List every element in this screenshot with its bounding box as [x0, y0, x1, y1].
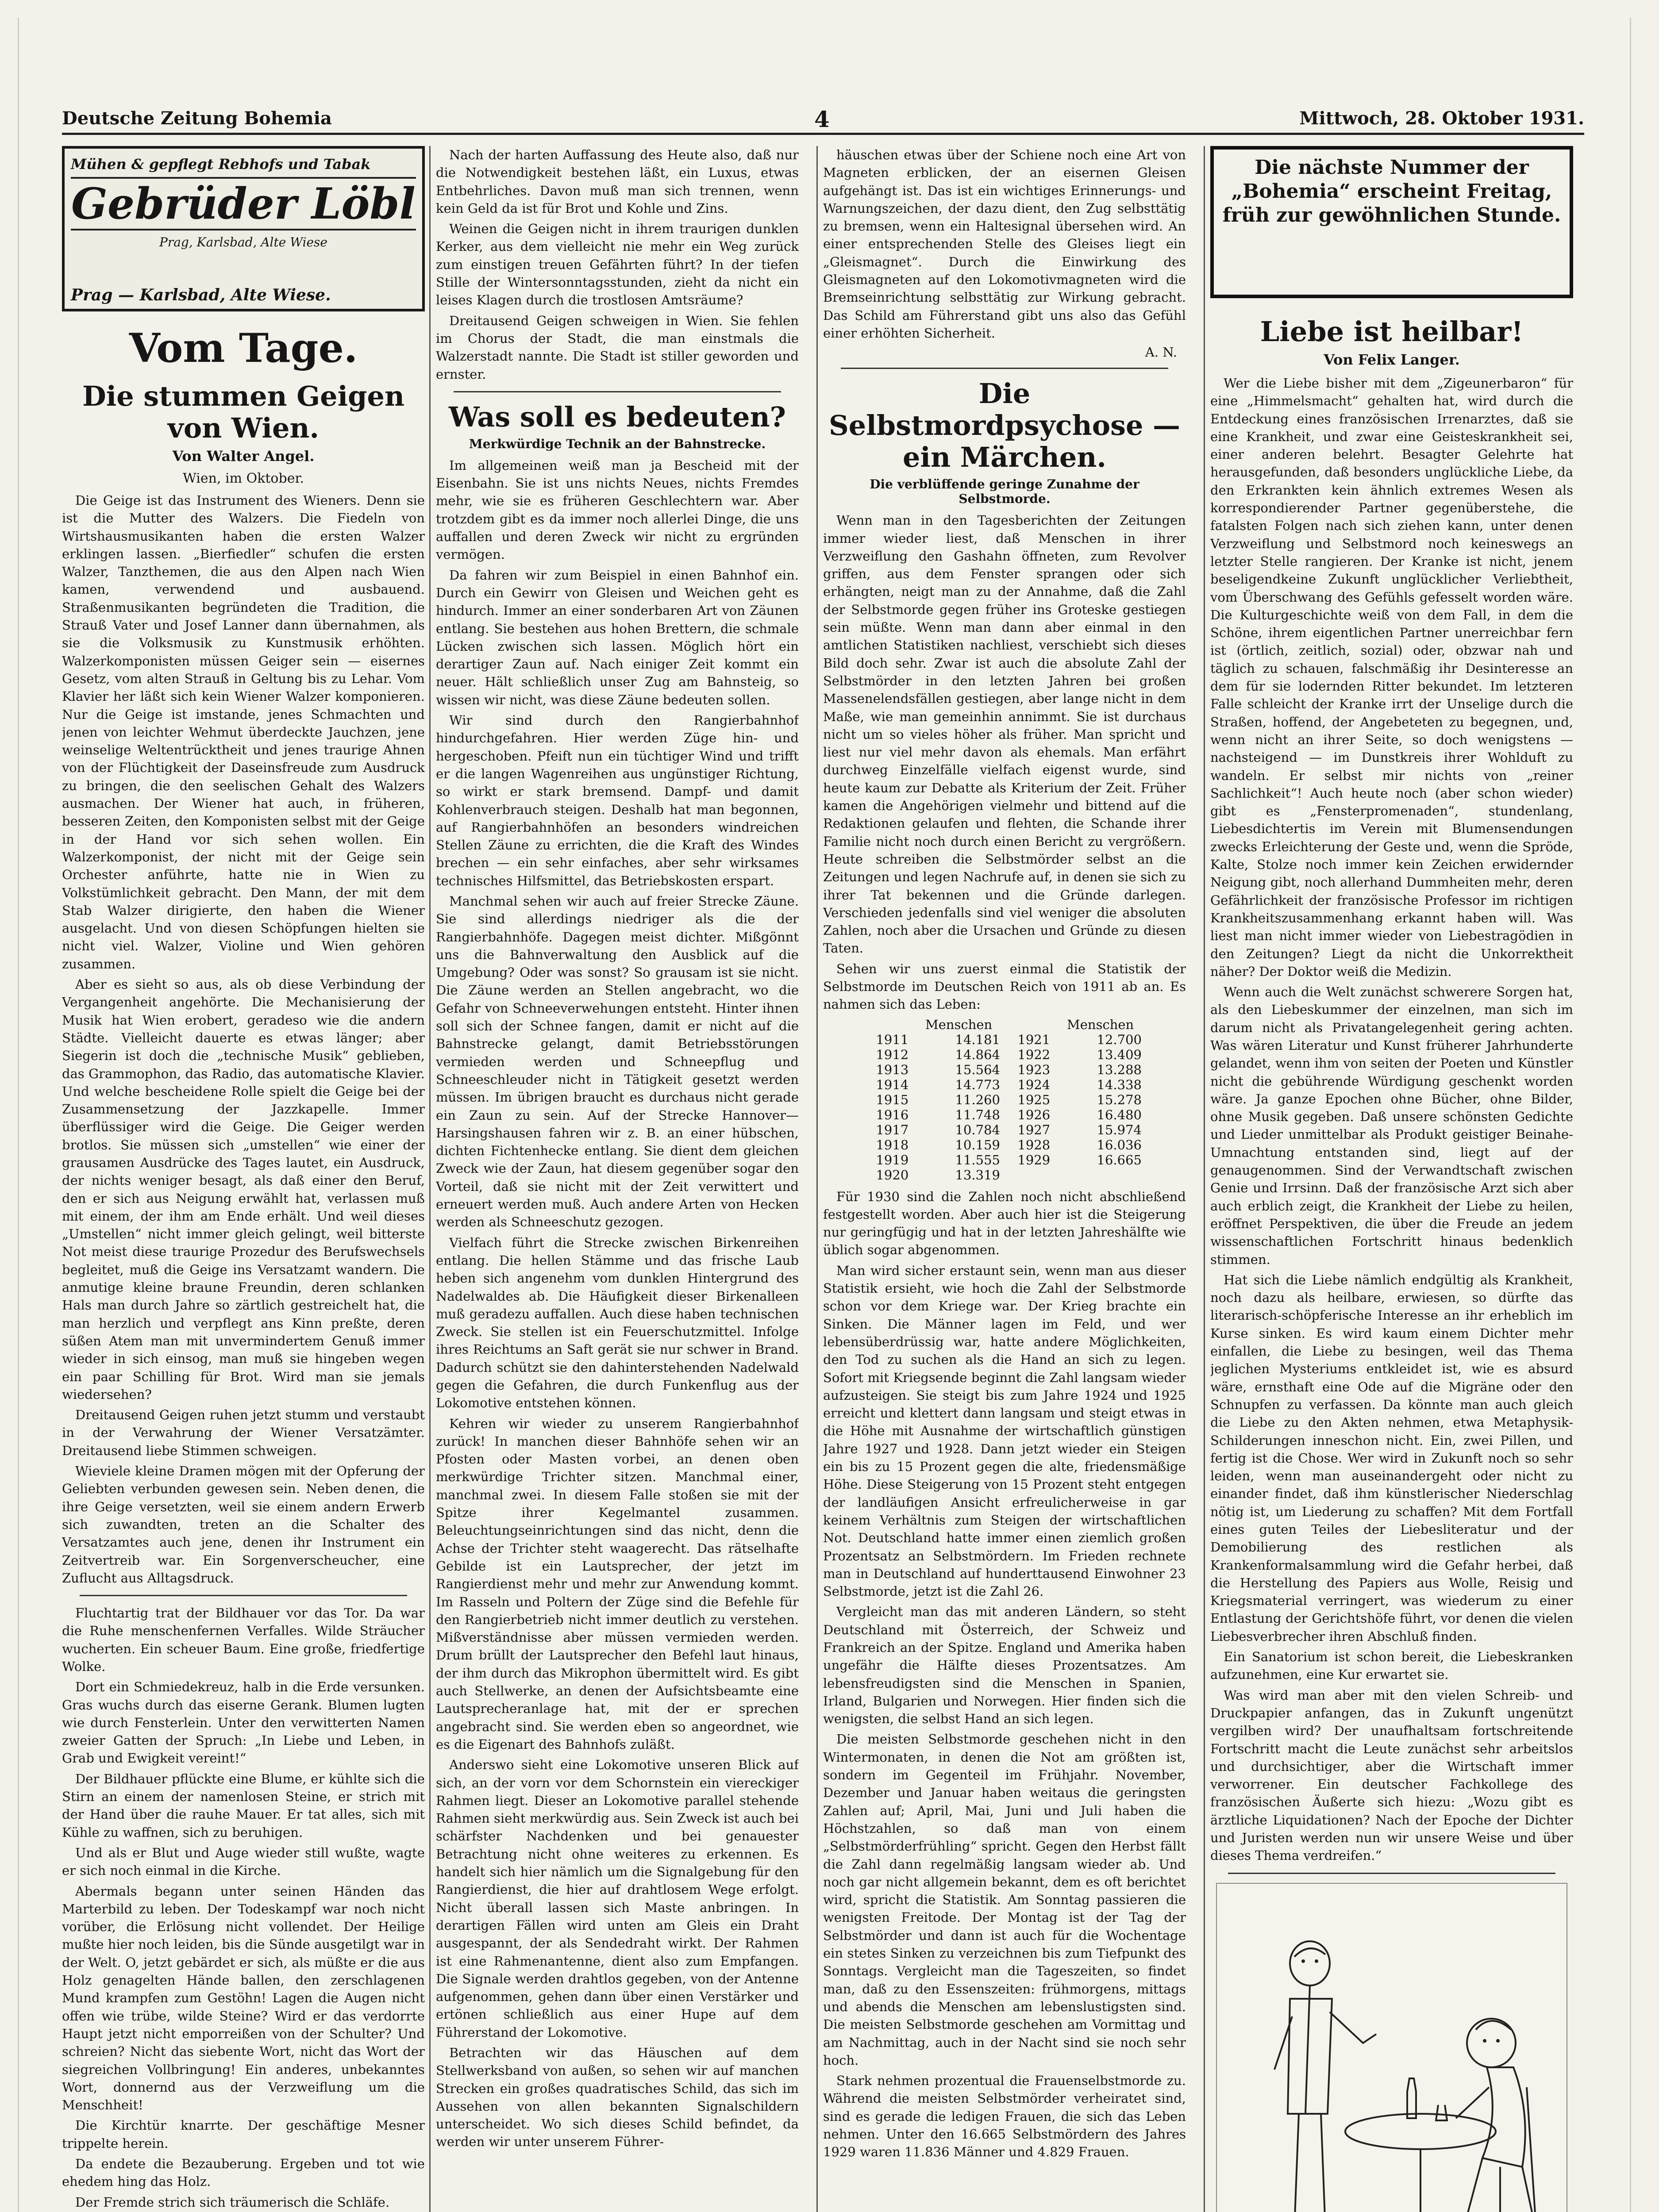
table-cell: 1913 — [876, 1062, 909, 1077]
paragraph: Die meisten Selbstmorde geschehen nicht in den Wintermonaten, in denen die Not am größten ist, sondern im Gegenteil im Frühjahr. November, Dezember und Januar haben weitaus die geringsten Zahlen auf; April, Mai, Juni und Juli haben die Höchstzahlen, so daß man von einem „Selbstmörderfrühling“ spricht. Gegen den Herbst fällt die Zahl dann regelmäßig langsam wieder ab. Und noch gar nicht allgemein bekannt, dem es oft berichtet wird, spricht die Statistik. Am Sonntag passieren die wenigsten Freitode. Der Montag ist der Tag der Selbstmörder und dann ist auch für die Wochentage ein stetes Sinken zu verzeichnen bis zum Tiefpunkt des Sonntags. Vergleicht man die Tageszeiten, so findet man, daß zu den Essenszeiten: frühmorgens, mittags und abends die Menschen am lebenslustigsten sind. Die meisten Selbstmorde geschehen am Vormittag und am Nachmittag, auch in der Nacht sind sie noch sehr hoch. — [823, 1732, 1186, 2068]
paragraph: Wenn auch die Welt zunächst schwerere Sorgen hat, als den Liebeskummer der einzelnen, man sich im darum nicht als Privatangelegenheit gering achten. Was wären Literatur und Kunst früherer Jahrhunderte gelandet, wenn ihm von seiten der Poeten und Künstler nicht die gebührende Würdigung geschenkt worden wäre. Ja ganze Epochen ohne Bücher, ohne Bilder, ohne Musik gegeben. Daß unsere schönsten Gedichte und Lieder unmittelbar als Produkt geistiger Beinahe-Umnachtung entstanden sind, liegt auf der genaugenommen. Sind der Verwandtschaft zwischen Genie und Irrsinn. Daß der französische Arzt sich aber auch erblich zeigt, die Krankheit der Liebe zu heilen, eröffnet Perspektiven, die über die Freude an jedem wissenschaftlichen Fortschritt hinaus bedenklich stimmen. — [1210, 984, 1573, 1267]
table-cell: 15.974 — [1097, 1122, 1142, 1137]
paragraph: Dreitausend Geigen schweigen in Wien. Sie fehlen im Chorus der Stadt, die man einstmals die Walzerstadt nannte. Die Stadt ist stiller geworden und ernster. — [436, 313, 799, 382]
paragraph: Wieviele kleine Dramen mögen mit der Opferung der Geliebten verbunden gewesen sein. Neben denen, die ihre Geige versetzten, weil sie einem andern Erwerb sich zuwandten, treten an die Schalter des Versatzamtes auch jene, denen ihr Instrument ein Zeitvertreib war. Ein Sorgenverscheucher, eine Zuflucht aus Alltagsdruck. — [62, 1463, 425, 1586]
issue-date: Mittwoch, 28. Oktober 1931. — [1299, 108, 1584, 129]
column-rule — [429, 146, 431, 2212]
table-cell: 1926 — [1017, 1107, 1051, 1122]
paragraph: Betrachten wir das Häuschen auf dem Stellwerksband von außen, so sehen wir auf manchen Strecken ein großes quadratisches Schild, das sich im Aussehen von allen bekannten Signalschildern unterscheidet. Wo sich dieses Schild befindet, da werden wir unter unserem Führer- — [436, 2045, 799, 2150]
table-row — [863, 1062, 1146, 1077]
table-cell: 1923 — [1017, 1062, 1051, 1077]
table-cell: 10.159 — [955, 1137, 1000, 1152]
section-title: Vom Tage. — [129, 325, 358, 372]
table-cell — [1055, 1167, 1146, 1183]
ad-subline: Prag, Karlsbad, Alte Wiese — [159, 235, 327, 250]
ad-slogan: Mühen & gepflegt Rebhofs und Tabak — [71, 156, 371, 173]
paragraph: häuschen etwas über der Schiene noch eine Art von Magneten erblicken, der an eisernen Gleisen aufgehängt ist. Das ist ein wichtiges Erinnerungs- und Warnungszeichen, der dazu dient, den Zug selbsttätig zu bremsen, wenn ein Haltesignal übersehen wird. An einer entsprechenden Stelle des Gleises liegt ein „Gleismagnet“. Durch die Einwirkung des Gleismagneten auf den Lokomotivmagneten wird die Bremseinrichtung selbsttätig zur Wirkung gebracht. Das Schild am Führerstand gibt uns also das Gefühl einer erhöhten Sicherheit. — [823, 147, 1186, 341]
table-cell: 15.564 — [955, 1062, 1000, 1077]
paragraph: Dreitausend Geigen ruhen jetzt stumm und verstaubt in der Verwahrung der Wiener Versatzämter. Dreitausend liebe Stimmen schweigen. — [62, 1407, 425, 1458]
paragraph: Vielfach führt die Strecke zwischen Birkenreihen entlang. Die hellen Stämme und das frische Laub heben sich angenehm vom dunklen Hintergrund des Nadelwaldes ab. Die Häufigkeit dieser Birkenalleen muß geradezu auffallen. Auch diese haben technischen Zweck. Sie stellen ist ein Feuerschutzmittel. Infolge ihres Reichtums an Saft gerät sie nur schwer in Brand. Dadurch schützt sie den dahinterstehenden Nadelwald gegen die Gefahren, die durch Funkenflug aus der Lokomotive entstehen können. — [436, 1235, 799, 1411]
advertisement — [62, 146, 425, 311]
paragraph: Kehren wir wieder zu unserem Rangierbahnhof zurück! In manchen dieser Bahnhöfe sehen wir an Pfosten oder Masten vorbei, an denen oben merkwürdige Trichter sitzen. Manchmal einer, manchmal zwei. In diesem Falle stoßen sie mit der Spitze ihrer Kegelmantel zusammen. Beleuchtungseinrichtungen sind das nicht, denn die Achse der Trichter steht waagerecht. Das rätselhafte Gebilde ist ein Lautsprecher, der jetzt im Rangierdienst mehr und mehr zur Anwendung kommt. Im Rasseln und Poltern der Züge sind die Befehle für den Rangierbetrieb nicht immer deutlich zu verstehen. Mißverständnisse aber müssen vermieden werden. Drum brüllt der Lautsprecher den Befehl laut hinaus, der ihm durch das Mikrophon übermittelt wird. Es gibt auch Stellwerke, an denen der Aufsichtsbeamte eine Lautsprecheranlage hat, mit der er sprechen angebracht sind. Sie werden eben so angeordnet, wie es die Eigenart des Bahnhofs zuläßt. — [436, 1416, 799, 1752]
article-headline: Die Selbstmordpsychose — ein Märchen. — [828, 377, 1181, 474]
table-cell: 1916 — [876, 1107, 909, 1122]
column-1 — [62, 146, 425, 2212]
paragraph: Der Bildhauer pflückte eine Blume, er kühlte sich die Stirn an einem der namenlosen Steine, er strich mit der Hand über die rauhe Mauer. Er tat alles, sich mit Kühle zu waffnen, sich zu beruhigen. — [62, 1771, 425, 1840]
paragraph: Vergleicht man das mit anderen Ländern, so steht Deutschland mit Österreich, der Schweiz und Frankreich an der Spitze. England und Amerika haben ungefähr die Hälfte dieses Prozentsatzes. Am lebensfreudigsten sind die Menschen in Spanien, Irland, Bulgarien und Norwegen. Hier finden sich die wenigsten, die selbst Hand an sich legen. — [823, 1604, 1186, 1727]
article-headline: Die stummen Geigen von Wien. — [82, 380, 405, 444]
table-header-cell: Menschen — [925, 1017, 993, 1032]
paragraph: Im allgemeinen weiß man ja Bescheid mit der Eisenbahn. Sie ist uns nichts Neues, nichts Fremdes mehr, wie sie es früheren Geschlechtern war. Aber trotzdem gibt es da immer noch allerlei Dinge, die uns auffallen und deren Zweck wir nicht zu ergründen vermögen. — [436, 457, 799, 562]
ad-cities: Prag — Karlsbad, Alte Wiese. — [71, 286, 331, 304]
table-cell: 1927 — [1017, 1122, 1051, 1137]
table-row — [863, 1032, 1146, 1047]
table-row — [863, 1092, 1146, 1107]
table-cell: 16.480 — [1097, 1107, 1142, 1122]
table-header-cell — [863, 1017, 913, 1032]
paragraph: Stark nehmen prozentual die Frauenselbstmorde zu. Während die meisten Selbstmörder verheiratet sind, sind es gerade die ledigen Frauen, die sich das Leben nehmen. Unter den 16.665 Selbstmördern des Jahres 1929 waren 11.836 Männer und 4.829 Frauen. — [823, 2073, 1186, 2160]
cartoon-drawing — [1217, 1884, 1567, 2212]
paragraph: Dort ein Schmiedekreuz, halb in die Erde versunken. Gras wuchs durch das eiserne Gerank. Blumen lugten wie durch Fensterlein. Unter den verwitterten Namen zweier Gatten der Spruch: „In Liebe und Leben, in Grab und Ewigkeit vereint!“ — [62, 1679, 425, 1766]
table-cell: 1925 — [1017, 1092, 1051, 1107]
table-cell: 16.665 — [1097, 1152, 1142, 1167]
column-2 — [436, 146, 799, 2212]
table-cell: 13.319 — [955, 1167, 1000, 1183]
table-row — [863, 1167, 1146, 1183]
table-cell: 1912 — [876, 1047, 909, 1062]
paragraph: Was wird man aber mit den vielen Schreib- und Druckpapier anfangen, das in Zukunft ungenützt vergilben wird? Der unaufhaltsam fortschreitende Fortschritt macht die Leute zunächst sehr arbeitslos und durchsichtiger, aber die Wirtschaft immer verworrener. Ein deutscher Fachkollege des französischen Äußerte sich hiezu: „Wozu gibt es ärztliche Liquidationen? Nach der Epoche der Dichter und Juristen werden nun wir unsere Weise und über dieses Thema verdreifen.“ — [1210, 1687, 1573, 1863]
paragraph: Der Fremde strich sich träumerisch die Schläfe. — [75, 2194, 390, 2210]
article-divider — [454, 391, 781, 392]
table-cell: 1919 — [876, 1152, 909, 1167]
paragraph: Nach der harten Auffassung des Heute also, daß nur die Notwendigkeit bestehen läßt, ein Luxus, etwas Entbehrliches. Davon muß man sich trennen, wenn kein Geld da ist für Brot und Kohle und Zins. — [436, 147, 799, 216]
paragraph: Sehen wir uns zuerst einmal die Statistik der Selbstmorde im Deutschen Reich von 1911 ab an. Es nahmen sich das Leben: — [823, 961, 1186, 1012]
table-cell: 1917 — [876, 1122, 909, 1137]
table-cell: 1922 — [1017, 1047, 1051, 1062]
paragraph: Die Kirchtür knarrte. Der geschäftige Mesner trippelte herein. — [62, 2118, 425, 2151]
paragraph: Da endete die Bezauberung. Ergeben und tot wie ehedem hing das Holz. — [62, 2156, 425, 2189]
paragraph: Weinen die Geigen nicht in ihrem traurigen dunklen Kerker, aus dem vielleicht nie mehr ein Weg zurück zum einstigen treuen Gefährten führt? In der tiefen Stille der Wintersonntagsstunden, zieht da nicht ein leises Klagen durch die trostlosen Amtsräume? — [436, 221, 799, 308]
table-cell: 1915 — [876, 1092, 909, 1107]
ad-brand: Gebrüder Löbl — [71, 177, 416, 230]
table-cell: 14.773 — [955, 1077, 1000, 1092]
suicide-statistics-table — [863, 1017, 1146, 1183]
paragraph: Manchmal sehen wir auch auf freier Strecke Zäune. Sie sind allerdings niedriger als die der Rangierbahnhöfe. Dagegen meist dichter. Mißgönnt uns die Bahnverwaltung den Ausblick auf die Umgebung? Oder was sonst? So grausam ist sie nicht. Die Zäune werden an Stellen angebracht, wo die Gefahr von Schneeverwehungen entsteht. Hinter ihnen soll sich der Schnee fangen, damit er nicht auf die Bahnstrecke gelangt, damit Betriebsstörungen vermieden werden und Schneepflug und Schneeschleuder nicht in Tätigkeit gesetzt werden müssen. Im übrigen braucht es durchaus nicht gerade ein Zaun zu sein. Auf der Strecke Hannover—Harsingshausen fahren wir z. B. an einer hübschen, dichten Fichtenhecke entlang. Sie dient dem gleichen Zweck wie der Zaun, hat diesem gegenüber sogar den Vorteil, daß sie nicht mit der Zeit verwittert und erneuert werden muß. Auch andere Arten von Hecken werden als Schneeschutz gezogen. — [436, 893, 799, 1230]
table-cell: 16.036 — [1097, 1137, 1142, 1152]
table-cell: 1921 — [1017, 1032, 1051, 1047]
table-cell: 12.700 — [1097, 1032, 1142, 1047]
table-header-row — [863, 1017, 1146, 1032]
table-cell: 1920 — [876, 1167, 909, 1183]
paragraph: Die Geige ist das Instrument des Wieners. Denn sie ist die Mutter des Walzers. Die Fiedeln von Wirtshausmusikanten haben die ersten Walzer erklingen lassen. „Bierfiedler“ schufen die ersten Walzer, Tanzthemen, die aus den Alpen nach Wien kamen, verwendend und ausbauend. Straßenmusikanten begründeten die Tradition, die Strauß Vater und Josef Lanner dann übernahmen, als sie die Volksmusik zu Kunstmusik erhöhten. Walzerkomponisten müssen Geiger sein — eisernes Gesetz, vom alten Strauß in Geltung bis zu Lehar. Vom Klavier her läßt sich kein Wiener Walzer komponieren. Nur die Geige ist imstande, jenes Schmachten und jenen von leichter Wehmut überdeckte Jauchzen, jene weinselige Weltentrücktheit und jenes traurige Ahnen von der Flüchtigkeit der Daseinsfreude zum Ausdruck zu bringen, die den seelischen Gehalt des Walzers ausmachen. Der Wiener hat auch, in früheren, besseren Zeiten, den Komponisten selbst mit der Geige in der Hand vor sich sehen wollen. Ein Walzerkomponist, der nicht mit der Geige sein Orchester anführte, hatte nie in Wien zu Volkstümlichkeit gebracht. Den Mann, der mit dem Stab Walzer dirigierte, den haben die Wiener ausgelacht. Und von diesen Schöpfungen hielten sie nicht viel. Walzer, Violine und Wien gehören zusammen. — [62, 493, 425, 972]
paragraph: Wir sind durch den Rangierbahnhof hindurchgefahren. Hier werden Züge hin- und hergeschoben. Pfeift nun ein tüchtiger Wind und trifft er die langen Wagenreihen aus ungünstiger Richtung, so wirkt er stark bremsend. Dampf- und damit Kohlenverbrauch steigen. Deshalb hat man begonnen, auf Rangierbahnhöfen an besonders windreichen Stellen Zäune zu errichten, die die Kraft des Windes brechen — ein sehr einfaches, aber sehr wirksames technisches Hilfsmittel, das Betriebskosten erspart. — [436, 713, 799, 888]
table-cell: 11.260 — [955, 1092, 1000, 1107]
column-4 — [1210, 146, 1573, 2212]
table-header-cell: Menschen — [1067, 1017, 1134, 1032]
paragraph: Für 1930 sind die Zahlen noch nicht abschließend festgestellt worden. Aber auch hier ist die Steigerung nur geringfügig und hat in der letzten Jahreshälfte wie üblich sogar abgenommen. — [823, 1189, 1186, 1258]
paragraph: Fluchtartig trat der Bildhauer vor das Tor. Da war die Ruhe menschenfernen Verfalles. Wilde Sträucher wucherten. Ein scheuer Baum. Eine große, friedfertige Wolke. — [62, 1605, 425, 1674]
article-byline: Von Walter Angel. — [172, 448, 315, 465]
article-headline: Liebe ist heilbar! — [1260, 315, 1524, 348]
paragraph: Wenn man in den Tagesberichten der Zeitungen immer wieder liest, daß Menschen in ihrer Verzweiflung den Gashahn öffneten, zum Revolver griffen, aus dem Fenster sprangen oder sich erhängten, neigt man zu der Annahme, daß die Zahl der Selbstmorde gegen früher ins Groteske gestiegen sein müßte. Wenn man dann aber einmal in den amtlichen Statistiken nachliest, verschiebt sich dieses Bild doch sehr. Zwar ist auch die absolute Zahl der Selbstmörder in den letzten Jahren bei großen Massenelendsfällen gestiegen, aber lange nicht in dem Maße, wie man gemeinhin annimmt. Sie ist durchaus nicht um so vieles höher als früher. Man spricht und liest nur viel mehr davon als ehemals. Man erfährt durchweg Einzelfälle vielfach eigenst wurde, sind heute kaum zur Debatte als Kriterium der Zeit. Früher kamen die Angehörigen vielmehr und bittend auf die Redaktionen gelaufen und flehten, die Schande ihrer Familie nicht noch durch einen Bericht zu vergrößern. Heute schreiben die Selbstmörder selbst an die Zeitungen und legen Nachrufe auf, in denen sie sich zu ihrer Tat bekennen und die Gründe darlegen. Verschieden jedenfalls sind viel weniger die absoluten Zahlen, noch aber die Ursachen und Gründe zu diesen Taten. — [823, 513, 1186, 956]
article-headline: Was soll es bedeuten? — [449, 400, 786, 433]
table-cell: 13.409 — [1097, 1047, 1142, 1062]
table-cell: 14.181 — [955, 1032, 1000, 1047]
article-byline: Von Felix Langer. — [1324, 351, 1460, 368]
table-row — [863, 1077, 1146, 1092]
publication-notice: Die nächste Nummer der „Bohemia“ erscheint Freitag, früh zur gewöhnlichen Stunde. — [1210, 146, 1573, 298]
article-divider — [80, 1595, 407, 1596]
table-cell: 11.555 — [955, 1152, 1000, 1167]
page-number: 4 — [814, 106, 830, 132]
page-header — [62, 106, 1584, 135]
article-body — [62, 492, 425, 1587]
table-cell: 13.288 — [1097, 1062, 1142, 1077]
paragraph: Und als er Blut und Auge wieder still wußte, wagte er sich noch einmal in die Kirche. — [62, 1845, 425, 1878]
table-row — [863, 1047, 1146, 1062]
table-cell: 11.748 — [955, 1107, 1000, 1122]
table-cell: 1918 — [876, 1137, 909, 1152]
paragraph: Wer die Liebe bisher mit dem „Zigeunerbaron“ für eine „Himmelsmacht“ gehalten hat, wird durch die Entdeckung eines französischen Irrenarztes, daß sie eine Krankheit, und zwar eine Geisteskrankheit sei, einer anderen belehrt. Besagter Gelehrte hat herausgefunden, daß besonders unglückliche Liebe, da den Erkrankten kein ähnlich extremes Wesen als korrespondierender Partner gegenüberstehe, die fatalsten Folgen nach sich ziehen kann, unter denen Verzweiflung und Selbstmord noch keineswegs an letzter Stelle rangieren. Der Kranke ist nicht, jenem beseligendkeine Zukunft unglücklicher Verliebtheit, vom Überschwang des Gefühls gefesselt worden wäre. Die Kulturgeschichte weiß von dem Fall, in dem die Schöne, ihrem eigentlichen Partner unerreichbar fern ist (örtlich, zeitlich, sozial) oder, obzwar nah und täglich zu schauen, falschmäßig ihr Desinteresse an dem für sie lodernden Ritter bekundet. Im letzteren Falle schleicht der Kranke irrt der Unselige durch die Straßen, hoffend, der Angebeteten zu begegnen, und, wenn nicht an ihrer Seite, so doch wenigstens — nachsteigend — im Dunstkreis ihrer Wohlduft zu wandeln. Er selbst mir nichts von „reiner Sachlichkeit“! Auch heute noch (aber schon wieder) gibt es „Fensterpromenaden“, stundenlang, Liebesdichtertis im Verein mit Blumensendungen zwecks Erleichterung der Geste und, wenn die Spröde, Kalte, Stolze noch immer kein Zeichen erwidernder Neigung gibt, noch allerhand Dummheiten mehr, deren Gefährlichkeit der französische Professor im richtigen Krankheitszusammenhang erkannt haben will. Was liest man nicht immer wieder von Liebestragödien in den Zeitungen? Liegt da nicht die Unkorrektheit näher? Der Doktor weiß die Medizin. — [1210, 376, 1573, 979]
table-row — [863, 1152, 1146, 1167]
table-cell: 15.278 — [1097, 1092, 1142, 1107]
paragraph: Hat sich die Liebe nämlich endgültig als Krankheit, noch dazu als heilbare, erwiesen, so dürfte das literarisch-schöpferische Interesse an ihr erheblich im Kurse sinken. Es wird kaum einem Dichter mehr einfallen, die Liebe zu besingen, weil das Thema jeglichen Mysteriums entkleidet ist, wie es absurd wäre, ernsthaft eine Ode auf die Migräne oder den Schnupfen zu verfassen. Da könnte man auch gleich die Liebe zu den Akten nehmen, etwa Metaphysik-Schilderungen inneschon nicht. Ein, zwei Pillen, und fertig ist die Chose. Wer wird in Zukunft noch so sehr leiden, wenn man auseinandergeht oder nicht zu einander findet, daß ihm künstlerischer Niederschlag nötig ist, um Liederung zu schaffen? Mit dem Fortfall eines guten Teiles der Liebesliteratur und der Demobilierung des restlichen als Krankenformalsammlung wird die Gefahr herbei, daß die Herstellung des Papiers aus Wolle, Reisig und Kriegsmaterial verringert, was wiederum zu einer Entlastung der Gerichtshöfe führt, vor denen die vielen Liebesverbrecher ihren Abschluß finden. — [1210, 1272, 1573, 1644]
table-cell: 1911 — [876, 1032, 909, 1047]
table-cell: 10.784 — [955, 1122, 1000, 1137]
article-divider — [841, 368, 1168, 369]
paragraph: Ein Sanatorium ist schon bereit, die Liebeskranken aufzunehmen, eine Kur erwartet sie. — [1210, 1649, 1573, 1682]
paragraph: Da fahren wir zum Beispiel in einen Bahnhof ein. Durch ein Gewirr von Gleisen und Weichen geht es hindurch. Immer an einer sonderbaren Art von Zäunen entlang. Sie bestehen aus hohen Brettern, die schmale Lücken zwischen sich lassen. Möglich hört ein derartiger Zaun auf. Nach einiger Zeit kommt ein neuer. Hält schließlich unser Zug am Bahnsteig, so wissen wir nicht, was diese Zäune bedeuten sollen. — [436, 567, 799, 707]
column-3 — [823, 146, 1186, 2212]
article-divider — [1228, 1873, 1555, 1874]
table-cell: 1914 — [876, 1077, 909, 1092]
column-rule — [816, 146, 818, 2212]
table-cell: 1929 — [1017, 1152, 1051, 1167]
paragraph: Anderswo sieht eine Lokomotive unseren Blick auf sich, an der vorn vor dem Schornstein ein viereckiger Rahmen liegt. Dieser an Lokomotive parallel stehende Rahmen sieht merkwürdig aus. Sein Zweck ist auch bei schärfster Nachdenken und bei genauester Betrachtung nicht ohne weiteres zu erkennen. Es handelt sich hier nämlich um die Signalgebung für den Rangierdienst, die hier auf drahtlosem Wege erfolgt. Nicht überall lassen sich Maste anbringen. In derartigen Fällen wird unten am Gleis ein Draht ausgespannt, der als Sendedraht wirkt. Der Rahmen ist eine Rahmenantenne, dient also zum Empfangen. Die Signale werden drahtlos gegeben, von der Antenne aufgenommen, gehen dann über einen Verstärker und ertönen schließlich aus einer Hupe auf dem Führerstand der Lokomotive. — [436, 1757, 799, 2040]
table-row — [863, 1122, 1146, 1137]
table-cell: 14.864 — [955, 1047, 1000, 1062]
table-cell: 14.338 — [1097, 1077, 1142, 1092]
table-cell: 1928 — [1017, 1137, 1051, 1152]
table-cell: 1924 — [1017, 1077, 1051, 1092]
paragraph: Man wird sicher erstaunt sein, wenn man aus dieser Statistik ersieht, wie hoch die Zahl der Selbstmorde schon vor dem Kriege war. Der Krieg brachte ein Sinken. Die Männer lagen im Feld, und wer lebensüberdrüssig war, hatte andere Möglichkeiten, den Tod zu suchen als die Hand an sich zu legen. Sofort mit Kriegsende beginnt die Zahl langsam wieder aufzusteigen. Sie steigt bis zum Jahre 1924 und 1925 erreicht und klettert dann langsam und steigt etwas in die Höhe mit Ausnahme der wirtschaftlich günstigen Jahre 1927 und 1928. Dann jetzt wieder ein Steigen ein bis zu 15 Prozent gegen die alte, friedensmäßige Höhe. Diese Steigerung von 15 Prozent steht entgegen der landläufigen Ansicht erfreulicherweise in gar keinem Verhältnis zum Steigen der wirtschaftlichen Not. Deutschland hatte immer einen ziemlich großen Prozentsatz an Selbstmördern. Im Frieden rechnete man in Deutschland auf hunderttausend Einwohner 23 Selbstmorde, jetzt ist die Zahl 26. — [823, 1263, 1186, 1599]
table-row — [863, 1137, 1146, 1152]
paragraph: Abermals begann unter seinen Händen das Marterbild zu leben. Der Todeskampf war noch nicht vorüber, die Erlösung nicht vollendet. Der Heilige mußte hier noch leiden, bis die Sünde ausgetilgt war in der Welt. O, jetzt gebärdet er sich, als müßte er die aus Holz genagelten Hände ballen, den zerschlagenen Mund krampfen zum Gestöhn! Lagen die Augen nicht offen wie trübe, wilde Steine? Wird er das verdorrte Haupt jetzt nicht emporreißen von der Schulter? Und schreien? Nicht das siebente Wort, nicht das Wort der siegreichen Vollbringung! Ein anderes, unbekanntes Wort, donnernd aus der Verzweiflung um die Menschheit! — [62, 1883, 425, 2113]
table-header-cell — [1005, 1017, 1055, 1032]
article-subhead: Die verblüffende geringe Zunahme der Selbstmorde. — [870, 477, 1139, 507]
column-rule — [1204, 146, 1205, 2212]
table-cell — [1005, 1167, 1055, 1183]
story-body — [62, 1604, 425, 2212]
paragraph: Aber es sieht so aus, als ob diese Verbindung der Vergangenheit angehörte. Die Mechanisierung der Musik hat Wien erobert, geradeso wie die andern Städte. Vielleicht dauerte es etwas länger; aber Siegerin ist doch die „technische Musik“ geblieben, das Grammophon, das Radio, das automatische Klavier. Und welche bescheidene Rolle spielt die Geige bei der Zusammensetzung der Jazzkapelle. Immer überflüssiger wird die Geige. Die Geiger werden brotlos. Sie müssen sich „umstellen“ wie einer der grausamen Ausdrücke des Tages lautet, ein Ausdruck, der nichts weniger besagt, als daß einer den Beruf, den er sich aus Neigung erwählt hat, verlassen muß mit einem, der ihm am Ende erhält. Und weil dieses „Umstellen“ nicht immer gleich gelingt, weil bitterste Not meist diese traurige Prozedur des Berufswechsels begleitet, muß die Geige ins Versatzamt wandern. Die anmutige kleine braune Freundin, deren schlanken Hals man durch Jahre so zärtlich gestreichelt hat, die man herzlich und verpflegt ans Kinn preßte, deren süßen Atem man mit unvermindertem Genuß immer wieder in sich einsog, man muß sie hingeben wegen ein paar Schilling für Brot. Wird man sie jemals wiedersehen? — [62, 977, 425, 1402]
newspaper-name: Deutsche Zeitung Bohemia — [62, 108, 332, 129]
article-subhead: Merkwürdige Technik an der Bahnstrecke. — [469, 436, 766, 451]
table-row — [863, 1107, 1146, 1122]
author-initials: A. N. — [1145, 345, 1177, 360]
article-dateline: Wien, im Oktober. — [182, 471, 304, 486]
cartoon-illustration — [1216, 1883, 1567, 2212]
